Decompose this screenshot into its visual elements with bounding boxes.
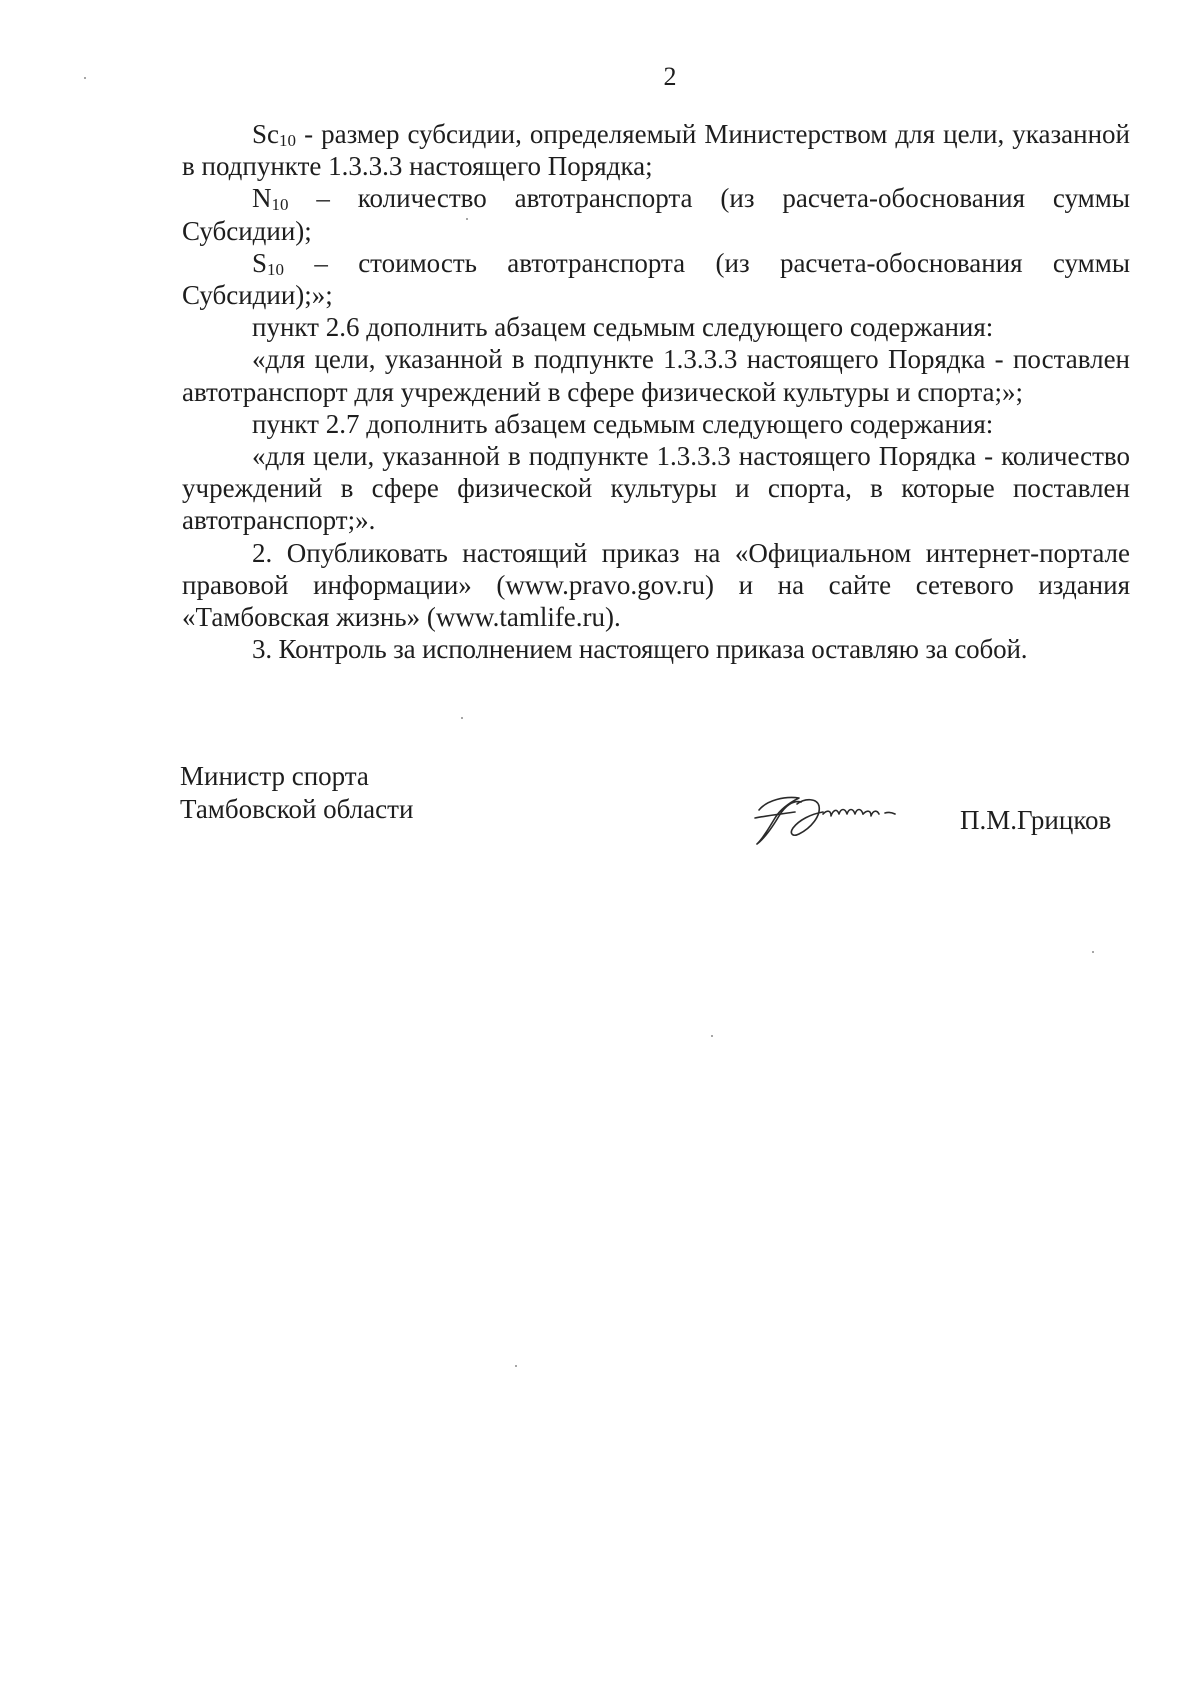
- signer-position-line-2: Тамбовской области: [180, 794, 414, 824]
- signer-position: [180, 760, 413, 826]
- paragraph-amend-2-6-content: «для цели, указанной в подпункте 1.3.3.3 настоящего Порядка - поставлен автотранспорт для учреждений в сфере физической культуры и спорта;»;: [182, 344, 1130, 407]
- paragraph-sc10-definition: [182, 118, 1130, 182]
- signer-position-line-1: Министр спорта: [180, 761, 369, 791]
- paragraph-publish-order: 2. Опубликовать настоящий приказ на «Официальном интернет-портале правовой информации» (www.pravo.gov.ru) и на сайте сетевого издания «Тамбовская жизнь» (www.tamlife.ru).: [182, 537, 1130, 633]
- scan-speck: [515, 1365, 517, 1367]
- scan-speck: [711, 1035, 713, 1037]
- document-body: [182, 118, 1130, 665]
- scan-speck: [466, 218, 468, 220]
- paragraph-n10-definition: [182, 182, 1130, 246]
- paragraph-s10-definition: [182, 247, 1130, 311]
- paragraph-text: – стоимость автотранспорта (из расчета-обоснования суммы Субсидии);»;: [182, 247, 1130, 311]
- scan-speck: [1092, 951, 1094, 953]
- signer-name: П.М.Грицков: [960, 805, 1112, 835]
- paragraph-text: – количество автотранспорта (из расчета-обоснования суммы Субсидии);: [182, 183, 1130, 246]
- paragraph-text: - размер субсидии, определяемый Министерством для цели, указанной в подпункте 1.3.3.3 настоящего Порядка;: [182, 119, 1130, 182]
- formula-subscript: 10: [271, 195, 289, 215]
- formula-symbol: S: [252, 247, 268, 278]
- paragraph-amend-2-7-content: «для цели, указанной в подпункте 1.3.3.3 настоящего Порядка - количество учреждений в сфере физической культуры и спорта, в которые поставлен автотранспорт;».: [182, 441, 1130, 536]
- page-number: 2: [663, 62, 677, 91]
- formula-subscript: 10: [279, 131, 296, 150]
- scan-speck: [84, 77, 86, 79]
- paragraph-amend-2-7: пункт 2.7 дополнить абзацем седьмым следующего содержания:: [252, 408, 994, 439]
- paragraph-control-order: 3. Контроль за исполнением настоящего приказа оставляю за собой.: [252, 634, 1028, 665]
- formula-symbol: Sc: [252, 119, 279, 149]
- paragraph-amend-2-6: пункт 2.6 дополнить абзацем седьмым следующего содержания:: [252, 312, 994, 343]
- formula-symbol: N: [252, 183, 272, 214]
- handwritten-signature: [745, 788, 915, 850]
- scan-speck: [461, 717, 463, 719]
- formula-subscript: 10: [267, 259, 285, 279]
